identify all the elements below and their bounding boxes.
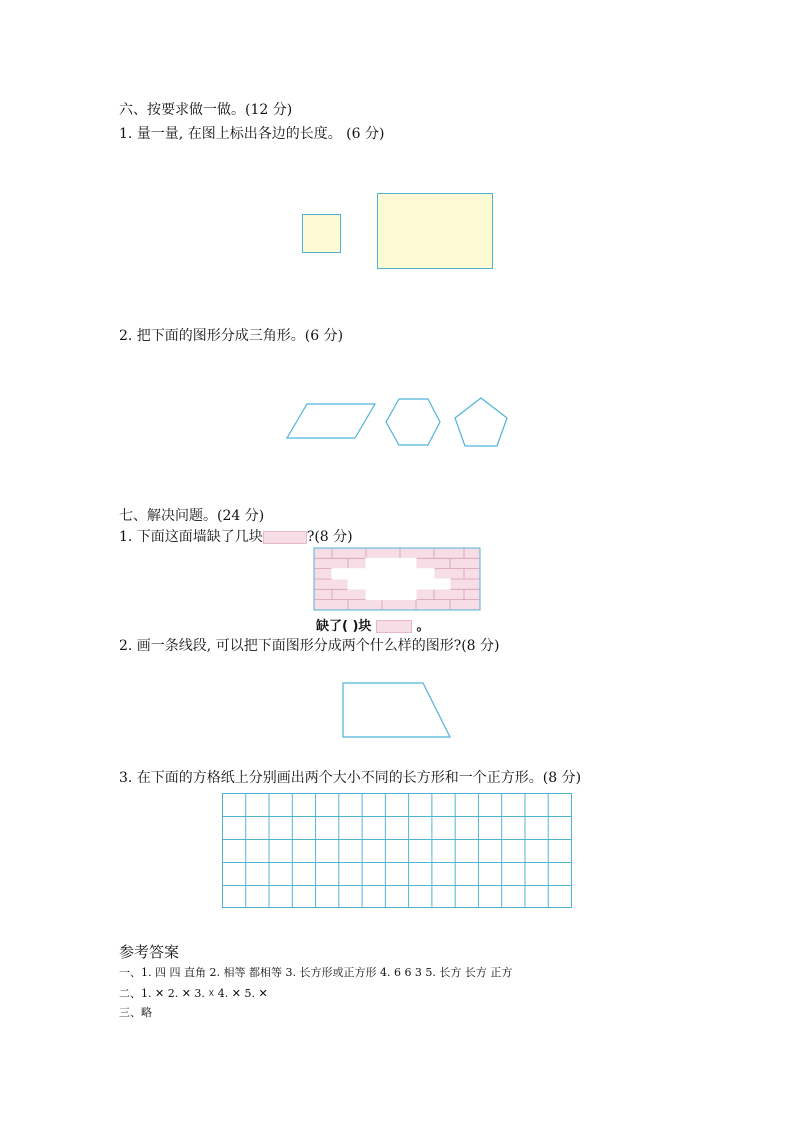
answer-line-1: 一、1. 四 四 直角 2. 相等 都相等 3. 长方形或正方形 4. 6 6 3 5. 长方 长方 正方 xyxy=(119,966,513,979)
section-7-title: 七、解决问题。(24 分) xyxy=(119,508,265,524)
question-7-1-prefix: 1. 下面这面墙缺了几块 xyxy=(119,529,263,545)
section-6-title: 六、按要求做一做。(12 分) xyxy=(119,102,293,118)
question-6-2: 2. 把下面的图形分成三角形。(6 分) xyxy=(119,328,344,344)
grid-paper xyxy=(222,793,572,908)
answer-suffix: 。 xyxy=(416,619,430,634)
answer-line-2: 二、1. ✕ 2. ✕ 3. ☓ 4. ✕ 5. ✕ xyxy=(119,987,268,1000)
question-7-3: 3. 在下面的方格纸上分别画出两个大小不同的长方形和一个正方形。(8 分) xyxy=(119,770,582,786)
answers-title: 参考答案 xyxy=(119,943,180,961)
answer-line-3: 三、略 xyxy=(119,1006,152,1019)
question-7-1-suffix: ?(8 分) xyxy=(306,529,353,545)
question-7-2: 2. 画一条线段, 可以把下面图形分成两个什么样的图形?(8 分) xyxy=(119,638,500,654)
answer-prefix: 缺了( )块 xyxy=(316,619,372,634)
question-6-1: 1. 量一量, 在图上标出各边的长度。 (6 分) xyxy=(119,126,385,142)
